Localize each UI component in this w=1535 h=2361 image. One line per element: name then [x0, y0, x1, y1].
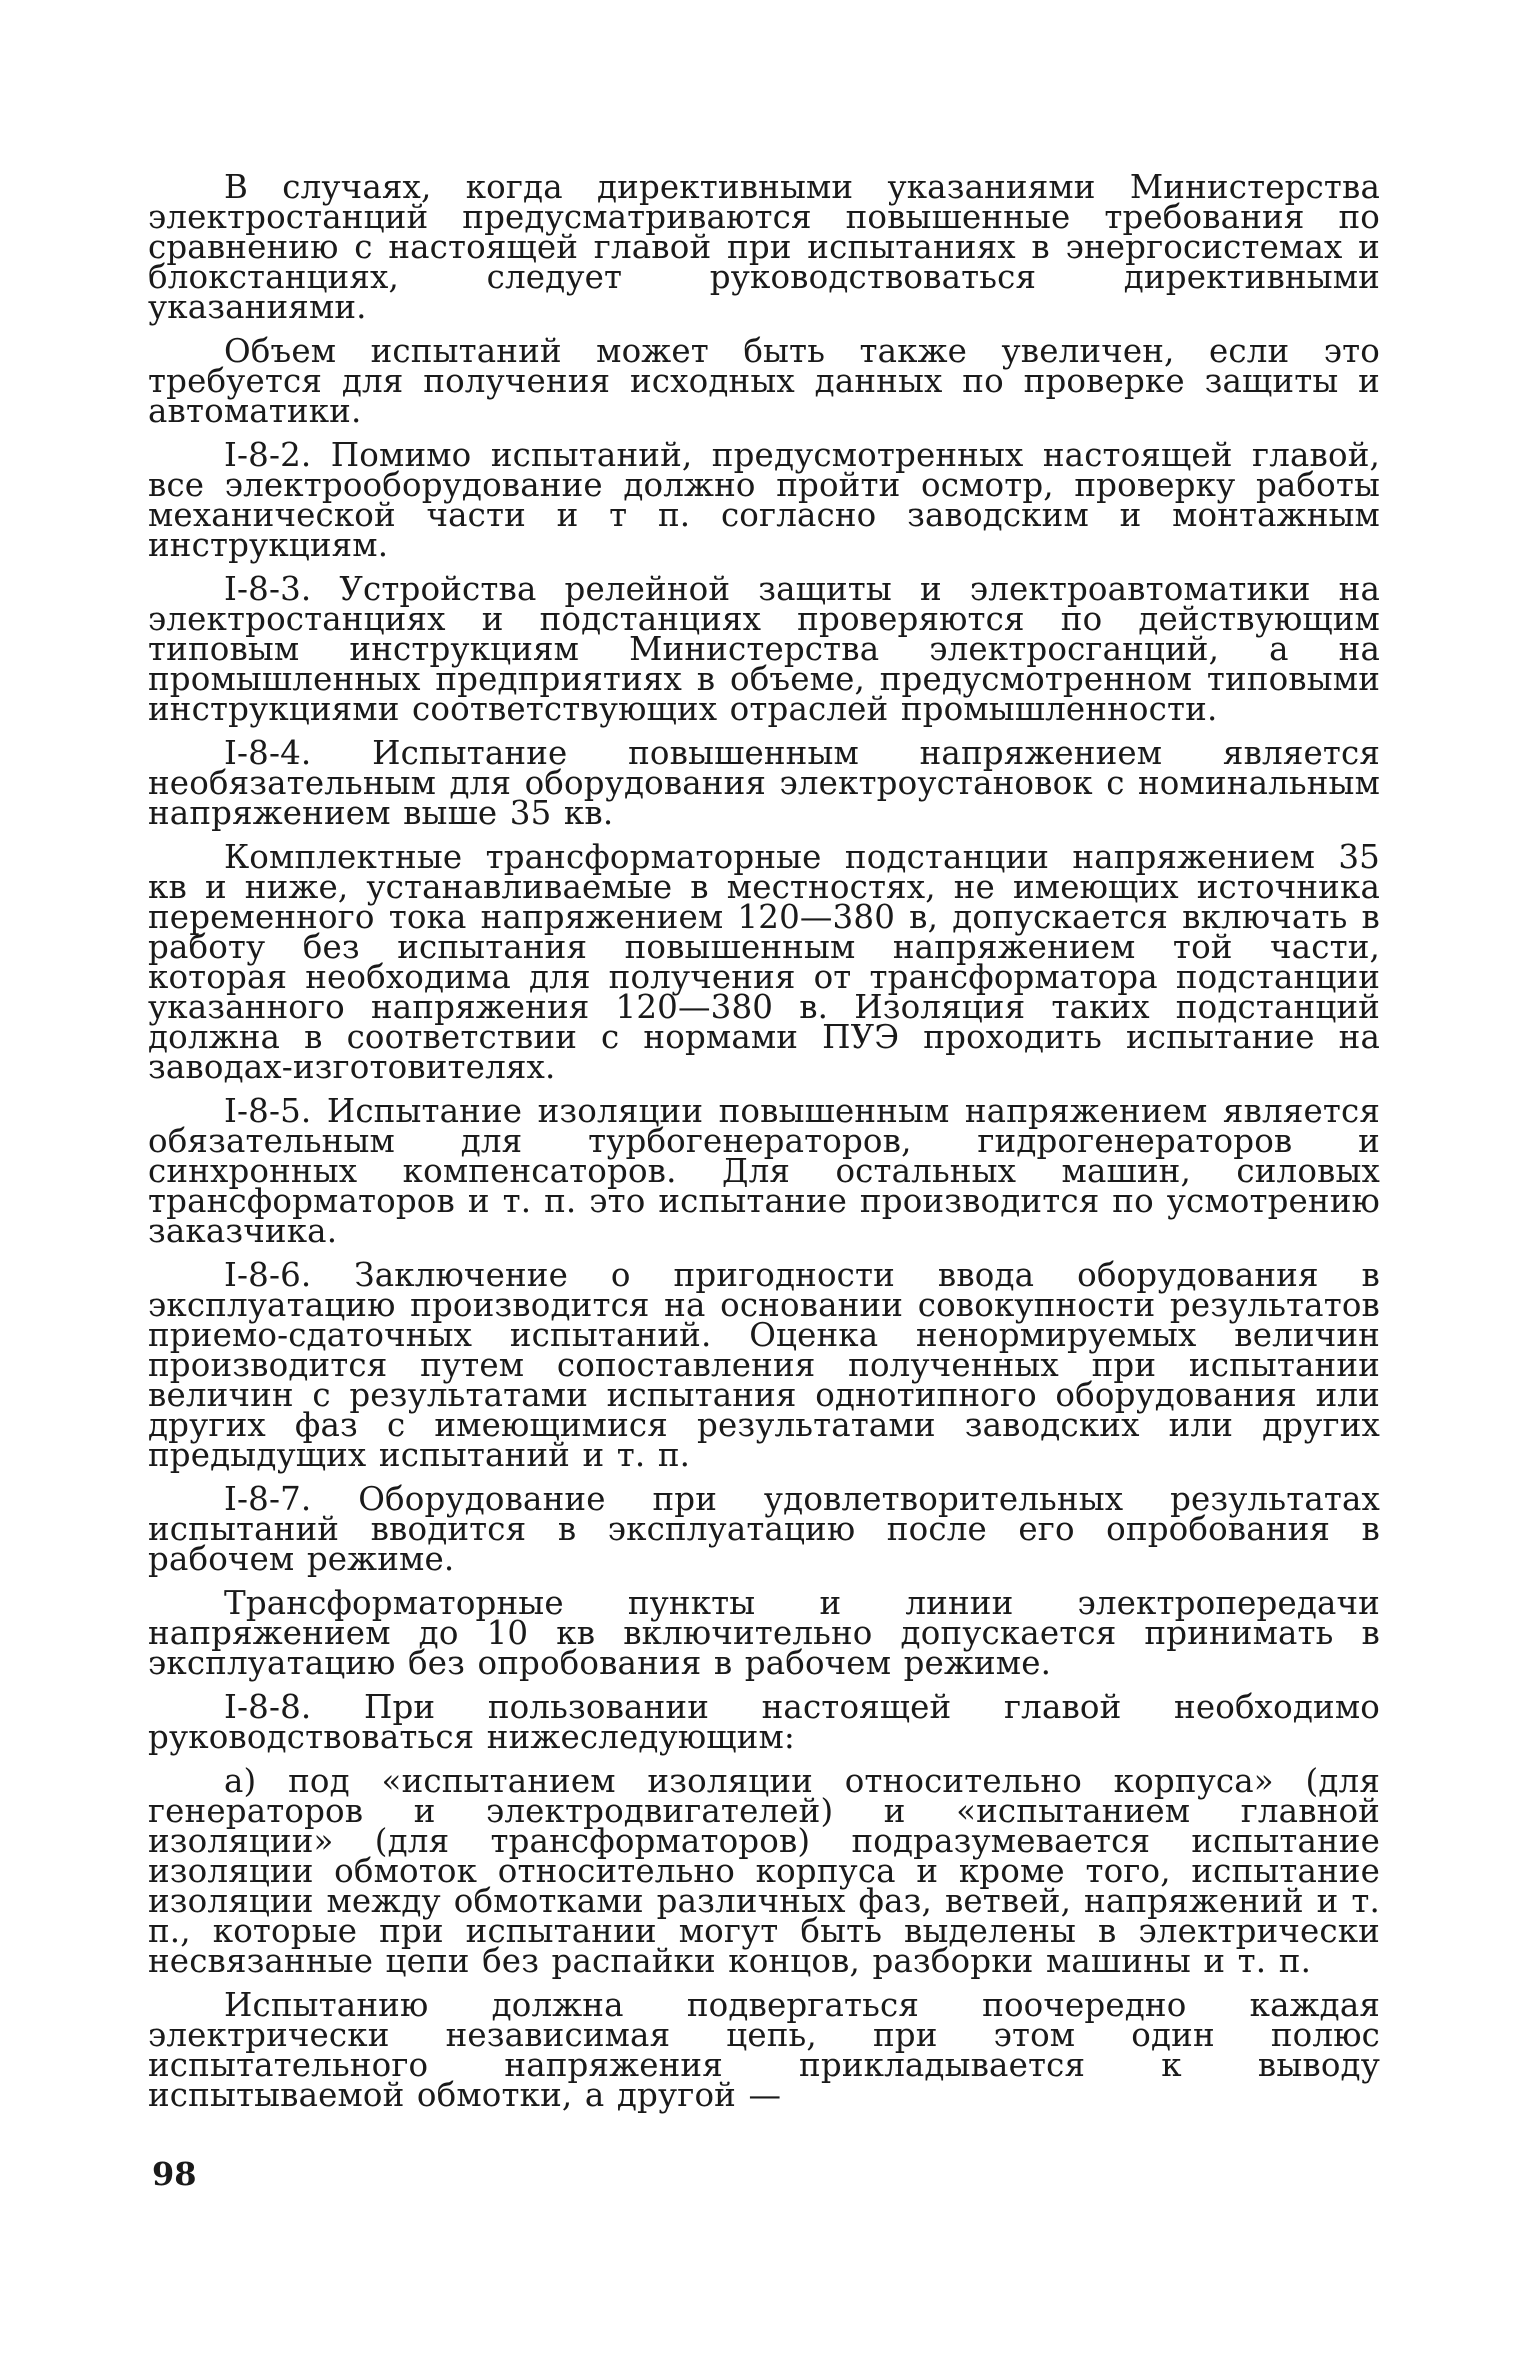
- paragraph-section-1-8-3: I-8-3. Устройства релейной защиты и электроавтоматики на электростанциях и подстанциях проверяются по действующим типовым инструкциям Министерства электросганций, а на промышленных предприятиях в объеме, предусмотренном типовыми инструкциями соответствующих отраслей промышленности.: [148, 570, 1380, 728]
- paragraph-section-1-8-8: I-8-8. При пользовании настоящей главой необходимо руководствоваться нижеследующим:: [148, 1688, 1380, 1756]
- paragraph-item-a: а) под «испытанием изоляции относительно корпуса» (для генераторов и электродвигателей) и «испытанием главной изоляции» (для трансформаторов) подразумевается испытание изоляции обмоток относительно корпуса и кроме того, испытание изоляции между обмотками различных фаз, ветвей, напряжений и т. п., которые при испытании могут быть выделены в электрически несвязанные цепи без распайки концов, разборки машины и т. п.: [148, 1762, 1380, 1980]
- paragraph-section-1-8-4: I-8-4. Испытание повышенным напряжением является необязательным для оборудования электроустановок с номинальным напряжением выше 35 кв.: [148, 734, 1380, 832]
- paragraph-test-scope: Объем испытаний может быть также увеличен, если это требуется для получения исходных данных по проверке защиты и автоматики.: [148, 332, 1380, 430]
- paragraph-substations: Комплектные трансформаторные подстанции напряжением 35 кв и ниже, устанавливаемые в местностях, не имеющих источника переменного тока напряжением 120—380 в, допускается включать в работу без испытания повышенным напряжением той части, которая необходима для получения от трансформатора подстанции указанного напряжения 120—380 в. Изоляция таких подстанций должна в соответствии с нормами ПУЭ проходить испытание на заводах-изготовителях.: [148, 838, 1380, 1086]
- paragraph-section-1-8-2: I-8-2. Помимо испытаний, предусмотренных настоящей главой, все электрооборудование должно пройти осмотр, проверку работы механической части и т п. согласно заводским и монтажным инструкциям.: [148, 436, 1380, 564]
- paragraph-section-1-8-5: I-8-5. Испытание изоляции повышенным напряжением является обязательным для турбогенераторов, гидрогенераторов и синхронных компенсаторов. Для остальных машин, силовых трансформаторов и т. п. это испытание производится по усмотрению заказчика.: [148, 1092, 1380, 1250]
- document-body: [148, 168, 1380, 2124]
- paragraph-directive-requirements: В случаях, когда директивными указаниями Министерства электростанций предусматриваются повышенные требования по сравнению с настоящей главой при испытаниях в энергосистемах и блокстанциях, следует руководствоваться директивными указаниями.: [148, 168, 1380, 326]
- paragraph-independent-circuit: Испытанию должна подвергаться поочередно каждая электрически независимая цепь, при этом один полюс испытательного напряжения прикладывается к выводу испытываемой обмотки, а другой —: [148, 1986, 1380, 2114]
- page-number: 98: [152, 2155, 197, 2193]
- paragraph-transformer-points: Трансформаторные пункты и линии электропередачи напряжением до 10 кв включительно допускается принимать в эксплуатацию без опробования в рабочем режиме.: [148, 1584, 1380, 1682]
- paragraph-section-1-8-6: I-8-6. Заключение о пригодности ввода оборудования в эксплуатацию производится на основании совокупности результатов приемо-сдаточных испытаний. Оценка ненормируемых величин производится путем сопоставления полученных при испытании величин с результатами испытания однотипного оборудования или других фаз с имеющимися результатами заводских или других предыдущих испытаний и т. п.: [148, 1256, 1380, 1474]
- paragraph-section-1-8-7: I-8-7. Оборудование при удовлетворительных результатах испытаний вводится в эксплуатацию после его опробования в рабочем режиме.: [148, 1480, 1380, 1578]
